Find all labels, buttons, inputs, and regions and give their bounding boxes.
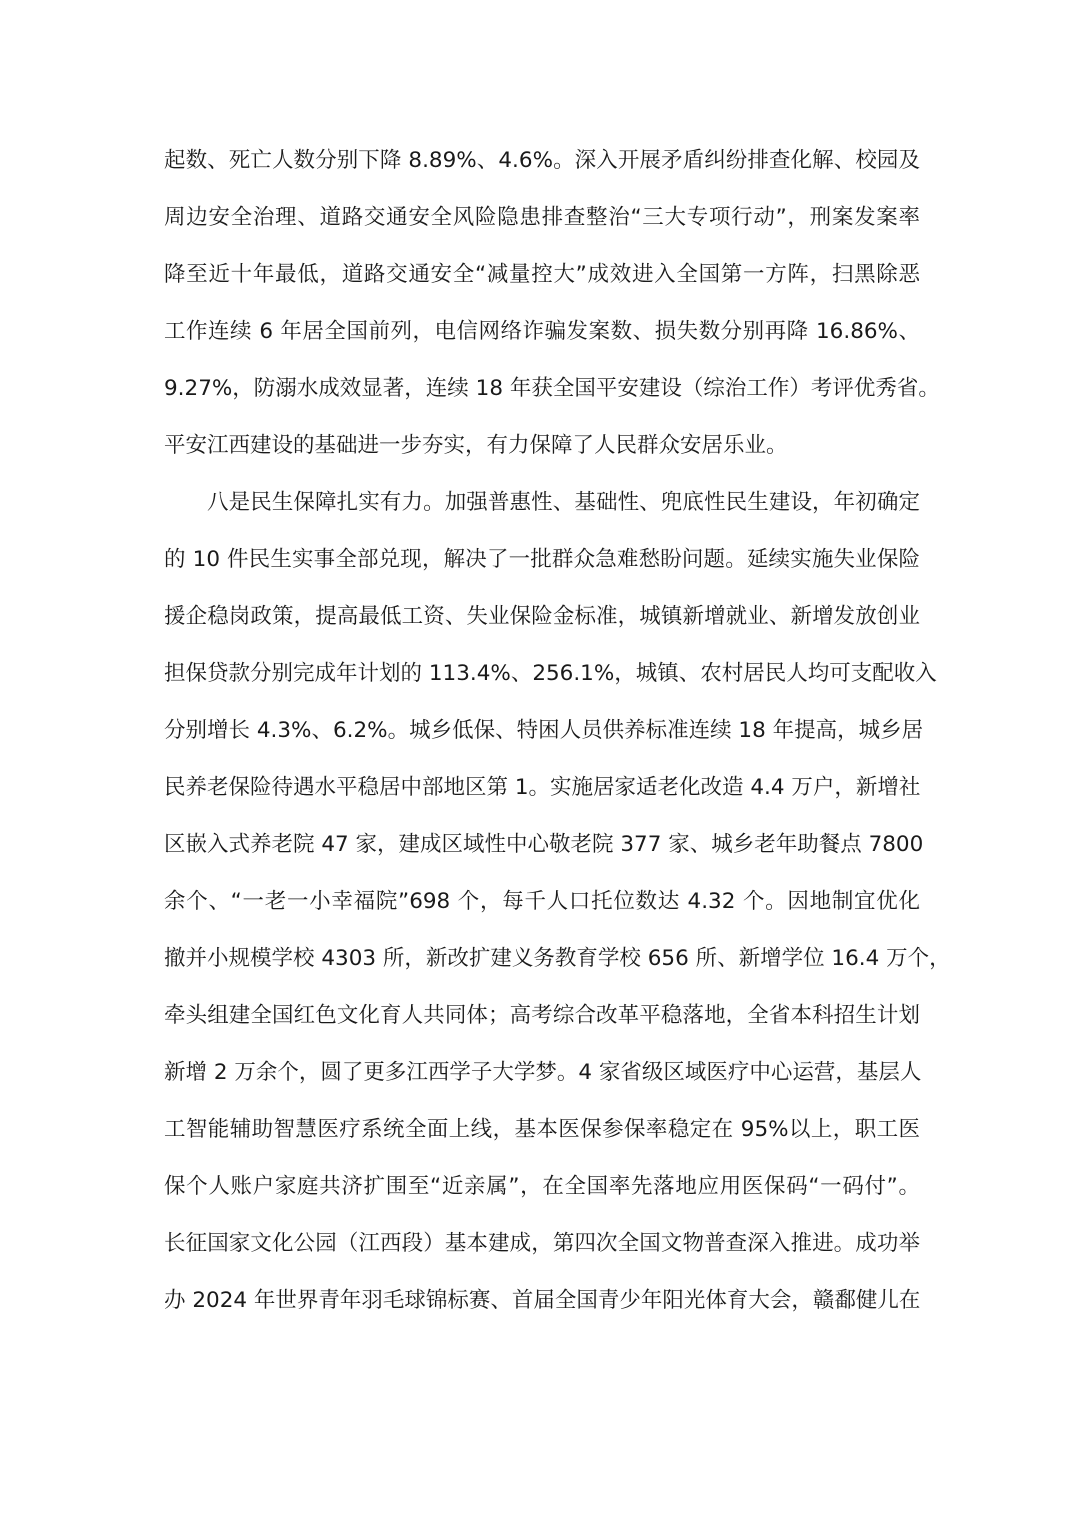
paragraph-1-line-6: 平安江西建设的基础进一步夯实，有力保障了人民群众安居乐业。 — [164, 433, 788, 458]
paragraph-2-line-3: 援企稳岗政策，提高最低工资、失业保险金标准，城镇新增就业、新增发放创业 — [164, 604, 920, 629]
paragraph-1-line-1: 起数、死亡人数分别下降 8.89%、4.6%。深入开展矛盾纠纷排查化解、校园及 — [164, 148, 920, 173]
paragraph-2-line-6: 民养老保险待遇水平稳居中部地区第 1。实施居家适老化改造 4.4 万户，新增社 — [164, 775, 921, 800]
paragraph-2-line-1: 八是民生保障扎实有力。加强普惠性、基础性、兜底性民生建设，年初确定 — [207, 490, 920, 515]
paragraph-1-line-2: 周边安全治理、道路交通安全风险隐患排查整治“三大专项行动”，刑案发案率 — [164, 205, 920, 230]
paragraph-2-line-15: 办 2024 年世界青年羽毛球锦标赛、首届全国青少年阳光体育大会，赣鄱健儿在 — [164, 1288, 921, 1313]
paragraph-2-line-11: 新增 2 万余个，圆了更多江西学子大学梦。4 家省级区域医疗中心运营，基层人 — [164, 1060, 922, 1085]
paragraph-1-line-5: 9.27%，防溺水成效显著，连续 18 年获全国平安建设（综治工作）考评优秀省。 — [164, 376, 940, 401]
paragraph-2-line-8: 余个、“一老一小幸福院”698 个，每千人口托位数达 4.32 个。因地制宜优化 — [164, 889, 920, 914]
paragraph-2-line-2: 的 10 件民生实事全部兑现，解决了一批群众急难愁盼问题。延续实施失业保险 — [164, 547, 920, 572]
paragraph-2-line-12: 工智能辅助智慧医疗系统全面上线，基本医保参保率稳定在 95%以上，职工医 — [164, 1117, 920, 1142]
paragraph-2-line-10: 牵头组建全国红色文化育人共同体；高考综合改革平稳落地，全省本科招生计划 — [164, 1003, 920, 1028]
paragraph-1-line-4: 工作连续 6 年居全国前列，电信网络诈骗发案数、损失数分别再降 16.86%、 — [164, 319, 920, 344]
paragraph-2-line-7: 区嵌入式养老院 47 家，建成区域性中心敬老院 377 家、城乡老年助餐点 7800 — [164, 832, 924, 857]
paragraph-2-line-14: 长征国家文化公园（江西段）基本建成，第四次全国文物普查深入推进。成功举 — [164, 1231, 920, 1256]
paragraph-1-line-3: 降至近十年最低，道路交通安全“减量控大”成效进入全国第一方阵，扫黑除恶 — [164, 262, 920, 287]
paragraph-2-line-5: 分别增长 4.3%、6.2%。城乡低保、特困人员供养标准连续 18 年提高，城乡居 — [164, 718, 924, 743]
paragraph-2-line-13: 保个人账户家庭共济扩围至“近亲属”，在全国率先落地应用医保码“一码付”。 — [164, 1174, 920, 1199]
paragraph-2-line-4: 担保贷款分别完成年计划的 113.4%、256.1%，城镇、农村居民人均可支配收入 — [164, 661, 937, 686]
paragraph-2-line-9: 撤并小规模学校 4303 所，新改扩建义务教育学校 656 所、新增学位 16.4 万个， — [164, 946, 951, 971]
